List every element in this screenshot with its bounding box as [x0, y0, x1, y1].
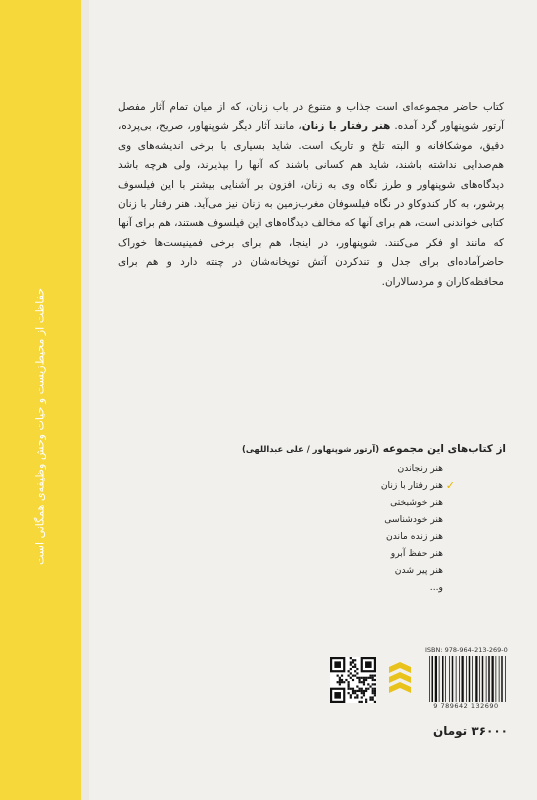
series-item: [240, 528, 443, 545]
cover-edge: [81, 0, 89, 800]
isbn-text: ISBN: 978-964-213-269-0: [425, 646, 508, 654]
spine-text: حفاظت از محیط‌زیست و حیات وحش وظیفه‌ی همگانی است: [33, 288, 47, 565]
series-title: از کتاب‌های این مجموعه: [382, 443, 506, 455]
blurb-book-title: هنر رفتار با زنان: [301, 120, 391, 133]
series-item-label: هنر حفظ آبرو: [390, 548, 443, 559]
series-list: [240, 443, 506, 596]
series-item-label: هنر رنجاندن: [397, 463, 443, 474]
series-item-label: هنر پیر شدن: [394, 565, 443, 576]
series-item-label: هنر رفتار با زنان: [380, 480, 443, 491]
series-item: [240, 511, 443, 528]
checkmark-icon: ✓: [445, 479, 455, 492]
series-heading: [240, 443, 506, 455]
series-subtitle: (آرتور شوپنهاور / علی عبداللهی): [242, 444, 380, 454]
publisher-logo-icon: [385, 659, 415, 699]
series-item: [240, 494, 443, 511]
blurb-part-2: ، مانند آثار دیگر شوپنهاور، صریح، بی‌پرده، دقیق، موشکافانه و البته تلخ و تاریک است. شاید بسیاری با برخی اندیشه‌های وی هم‌صدایی نداشته باشند، شاید هم کسانی باشند که آنها را بپذیرند، ولی هرچه باشد دیدگاه‌های شوپنهاور و طرز نگاه وی به زنان، افزون بر آشنایی بیشتر با این فیلسوف پرشور، به کار کندوکاو در نگاه فیلسوفان مغرب‌زمین به زنان نیز می‌آید. هنر رفتار با زنان کتابی خواندنی است، هم برای آنها که مخالف دیدگاه‌های این فیلسوف هستند، هم برای آنها که مانند او فکر می‌کنند. شوپنهاور، در اینجا، هم برای برخی فمینیست‌ها خوراک حاضرآماده‌ای برای جدل و تندکردن آتش توپخانه‌شان در چنته دارد و هم برای محافظه‌کاران و مردسالاران.: [118, 120, 504, 288]
yellow-spine-band: [0, 0, 81, 800]
series-items: [240, 460, 506, 596]
barcode: [428, 656, 506, 706]
qr-code-icon: [330, 657, 376, 703]
series-item-label: هنر خوشبختی: [390, 497, 443, 508]
series-item: [240, 477, 455, 494]
series-item: [240, 579, 443, 596]
price: ۳۶۰۰۰ تومان: [432, 724, 508, 738]
blurb-part-1: کتاب حاضر مجموعه‌ای است جذاب و متنوع در باب زنان، که از میان تمام آثار مفصل آرتور شوپنهاور گرد آمده.: [118, 101, 504, 133]
series-item: [240, 562, 443, 579]
series-item-label: هنر خودشناسی: [384, 514, 443, 525]
series-item-label: هنر زنده ماندن: [385, 531, 443, 542]
series-item-label: و...: [429, 582, 443, 593]
series-item: [240, 545, 443, 562]
barcode-number: 9 789642 132690: [433, 702, 499, 710]
back-cover-blurb: [118, 98, 504, 292]
series-item: [240, 460, 443, 477]
